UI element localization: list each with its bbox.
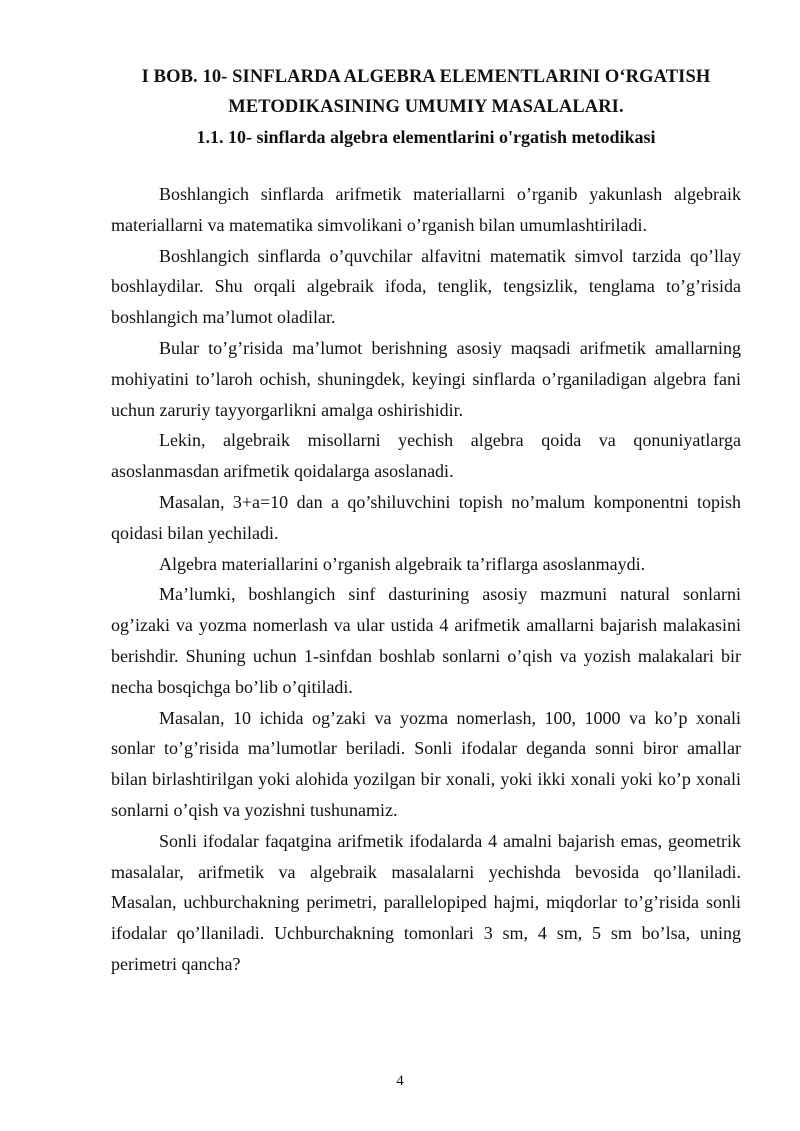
- paragraph: Boshlangich sinflarda arifmetik materiallarni o’rganib yakunlash algebraik materiallarni va matematika simvolikani o’rganish bilan umumlashtiriladi.: [111, 184, 741, 235]
- paragraph: Masalan, 10 ichida og’zaki va yozma nomerlash, 100, 1000 va ko’p xonali sonlar to’g’risida ma’lumotlar beriladi. Sonli ifodalar deganda sonni biror amallar bilan birlashtirilgan yoki alohida yozilgan bir xonali, yoki ikki xonali yoki ko’p xonali sonlarni o’qish va yozishni tushunamiz.: [111, 707, 741, 820]
- paragraph: Ma’lumki, boshlangich sinf dasturining asosiy mazmuni natural sonlarni og’izaki va yozma nomerlash va ular ustida 4 arifmetik amallarni bajarish malakasini berishdir. Shuning uchun 1-sinfdan boshlab sonlarni o’qish va yozish malakalari bir necha bosqichga bo’lib o’qitiladi.: [111, 584, 741, 697]
- document-page: [111, 62, 741, 980]
- paragraph: Masalan, 3+a=10 dan a qo’shiluvchini topish no’malum komponentni topish qoidasi bilan yechiladi.: [111, 491, 741, 543]
- paragraph: Sonli ifodalar faqatgina arifmetik ifodalarda 4 amalni bajarish emas, geometrik masalalar, arifmetik va algebraik masalalarni yechishda bevosida qo’llaniladi. Masalan, uchburchakning perimetri, parallelopiped hajmi, miqdorlar to’g’risida sonli ifodalar qo’llaniladi. Uchburchakning tomonlari 3 sm, 4 sm, 5 sm bo’lsa, uning perimetri qancha?: [111, 830, 741, 974]
- section-title: 1.1. 10- sinflarda algebra elementlarini o'rgatish metodikasi: [196, 127, 656, 147]
- paragraph: Lekin, algebraik misollarni yechish algebra qoida va qonuniyatlarga asoslanmasdan arifmetik qoidalarga asoslanadi.: [111, 430, 741, 482]
- paragraph: Algebra materiallarini o’rganish algebraik ta’riflarga asoslanmaydi.: [159, 553, 646, 574]
- page-number: 4: [396, 1073, 404, 1089]
- paragraph: Boshlangich sinflarda o’quvchilar alfavitni matematik simvol tarzida qo’llay boshlaydilar. Shu orqali algebraik ifoda, tenglik, tengsizlik, tenglama to’g’risida boshlangich ma’lumot oladilar.: [111, 245, 741, 328]
- paragraph: Bular to’g’risida ma’lumot berishning asosiy maqsadi arifmetik amallarning mohiyatini to’laroh ochish, shuningdek, keyingi sinflarda o’rganiladigan algebra fani uchun zaruriy tayyorgarlikni amalga oshirishidir.: [111, 337, 741, 420]
- chapter-title-line-1: I BOB. 10- SINFLARDA ALGEBRA ELEMENTLARINI O‘RGATISH: [141, 67, 711, 87]
- chapter-title-line-2: METODIKASINING UMUMIY MASALALARI.: [228, 97, 624, 117]
